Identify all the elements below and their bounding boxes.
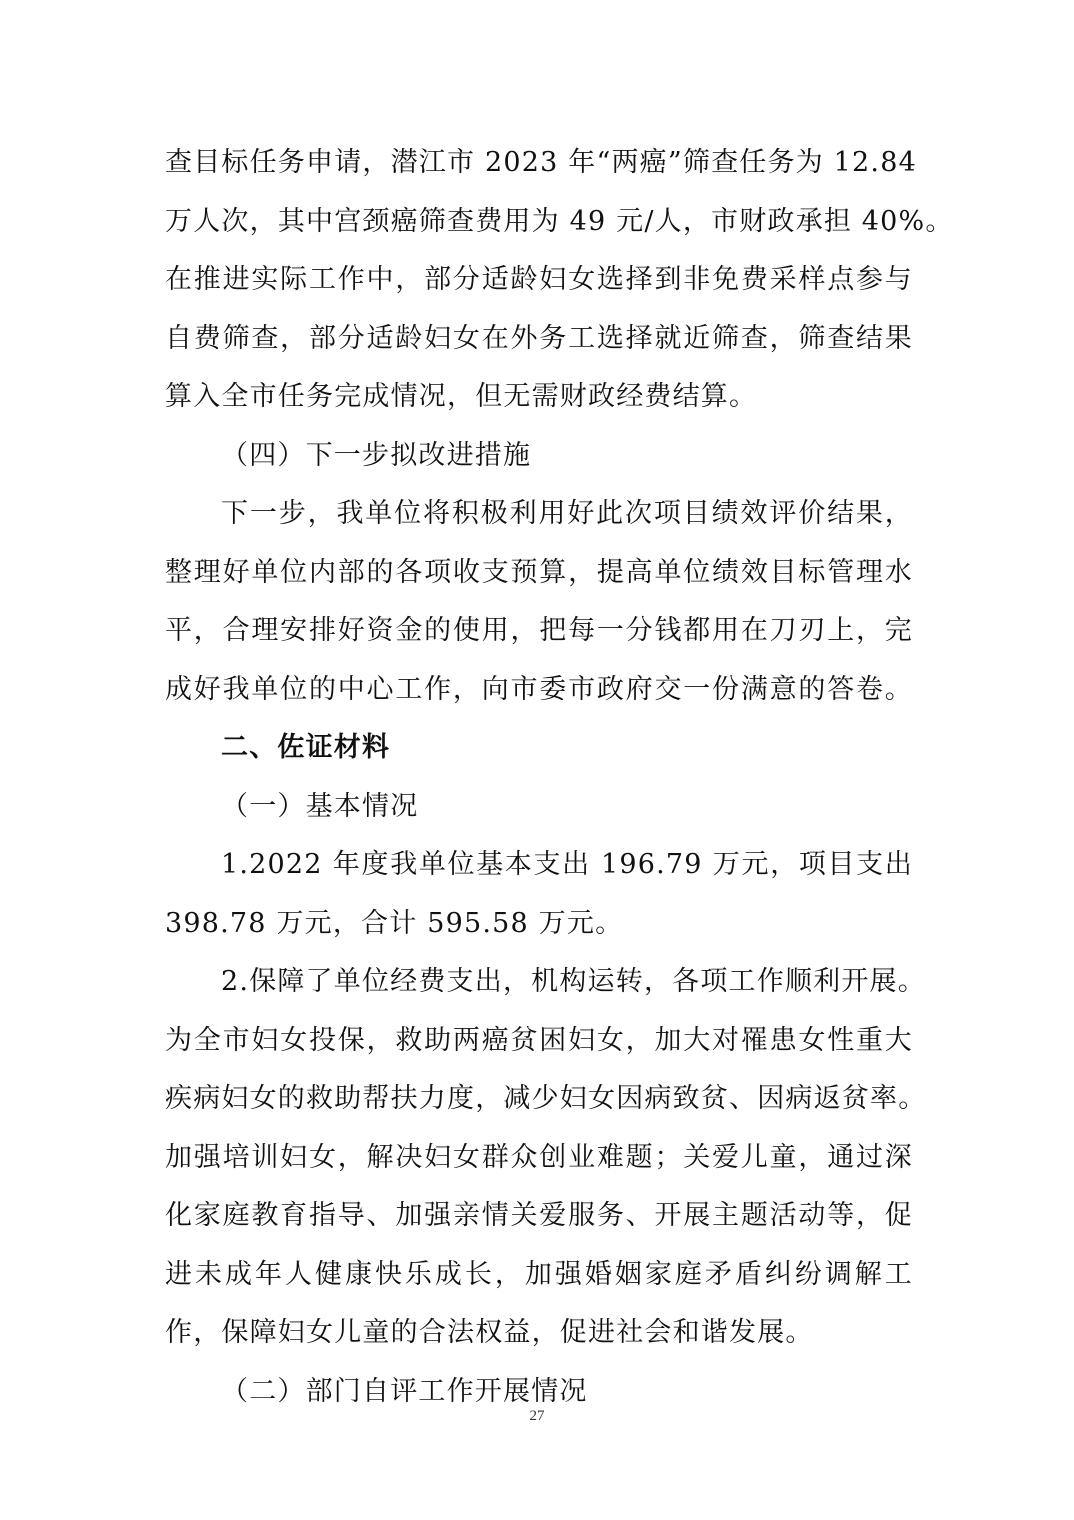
- text-line: 疾病妇女的救助帮扶力度，减少妇女因病致贫、因病返贫率。: [165, 1083, 927, 1114]
- text-line: 加强培训妇女，解决妇女群众创业难题；关爱儿童，通过深: [165, 1141, 913, 1173]
- text-line: 化家庭教育指导、加强亲情关爱服务、开展主题活动等，促: [165, 1200, 913, 1231]
- page-number: 27: [529, 1408, 545, 1424]
- document-body: [165, 134, 954, 1421]
- text-line: 算入全市任务完成情况，但无需财政经费结算。: [165, 381, 758, 412]
- text-line: 平，合理安排好资金的使用，把每一分钱都用在刀刃上，完: [165, 615, 913, 646]
- text-line: 下一步，我单位将积极利用好此次项目绩效评价结果，: [221, 498, 913, 529]
- text-line: 398.78 万元，合计 595.58 万元。: [165, 907, 624, 939]
- section-heading: 二、佐证材料: [221, 732, 391, 763]
- text-line: 自费筛查，部分适龄妇女在外务工选择就近筛查，筛查结果: [165, 322, 913, 354]
- text-line: 为全市妇女投保，救助两癌贫困妇女，加大对罹患女性重大: [165, 1024, 913, 1056]
- text-line: （一）基本情况: [221, 790, 419, 822]
- text-line: 万人次，其中宫颈癌筛查费用为 49 元/人，市财政承担 40%。: [165, 205, 954, 237]
- text-line: 进未成年人健康快乐成长，加强婚姻家庭矛盾纠纷调解工: [165, 1258, 913, 1290]
- text-line: 1.2022 年度我单位基本支出 196.79 万元，项目支出: [221, 849, 913, 880]
- text-line: 整理好单位内部的各项收支预算，提高单位绩效目标管理水: [165, 556, 913, 588]
- text-line: （二）部门自评工作开展情况: [221, 1375, 588, 1407]
- text-line: 作，保障妇女儿童的合法权益，促进社会和谐发展。: [165, 1317, 814, 1348]
- text-line: 2.保障了单位经费支出，机构运转，各项工作顺利开展。: [221, 966, 926, 997]
- text-line: 成好我单位的中心工作，向市委市政府交一份满意的答卷。: [165, 673, 913, 705]
- text-line: 在推进实际工作中，部分适龄妇女选择到非免费采样点参与: [165, 264, 913, 295]
- text-line: 查目标任务申请，潜江市 2023 年“两癌”筛查任务为 12.84: [165, 147, 917, 178]
- text-line: （四）下一步拟改进措施: [221, 439, 532, 471]
